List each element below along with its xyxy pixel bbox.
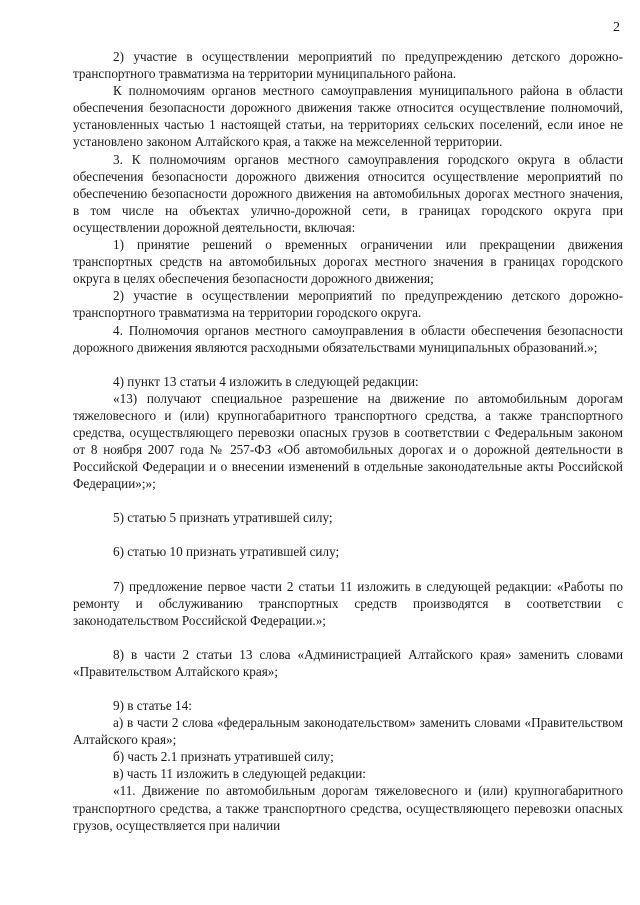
document-body (73, 48, 623, 834)
paragraph: 8) в части 2 статьи 13 слова «Администрацией Алтайского края» заменить словами «Правительством Алтайского края»; (73, 646, 623, 679)
paragraph: 7) предложение первое части 2 статьи 11 изложить в следующей редакции: «Работы по ремонту и обслуживанию транспортных средств производятся в соответствии с законодательством Российской Федерации.»; (73, 578, 623, 628)
paragraph: 1) принятие решений о временных ограничении или прекращении движения транспортных средств на автомобильных дорогах местного значения в границах городского округа в целях обеспечения безопасности дорожного движения; (73, 237, 623, 287)
paragraph: К полномочиям органов местного самоуправления муниципального района в области обеспечения безопасности дорожного движения также относится осуществление полномочий, установленных частью 1 настоящей статьи, на территориях сельских поселений, если иное не установлено законом Алтайского края, а также на межселенной территории. (73, 83, 623, 150)
paragraph: а) в части 2 слова «федеральным законодательством» заменить словами «Правительством Алтайского края»; (73, 715, 623, 748)
paragraph: 3. К полномочиям органов местного самоуправления городского округа в области обеспечения безопасности дорожного движения относится осуществление мероприятий по обеспечению безопасности дорожного движения на автомобильных дорогах местного значения, в том числе на объектах улично-дорожной сети, в границах городского округа при осуществлении дорожной деятельности, включая: (73, 151, 623, 235)
paragraph: 9) в статье 14: (113, 698, 192, 713)
paragraph: б) часть 2.1 признать утратившей силу; (113, 749, 334, 765)
paragraph: 2) участие в осуществлении мероприятий по предупреждению детского дорожно-транспортного травматизма на территории муниципального района. (73, 49, 623, 82)
paragraph: «13) получают специальное разрешение на движение по автомобильным дорогам тяжеловесного и (или) крупногабаритного транспортного средства, а также транспортного средства, осуществляющего перевозки опасных грузов в соответствии с Федеральным законом от 8 ноября 2007 года № 257-ФЗ «Об автомобильных дорогах и о дорожной деятельности в Российской Федерации и о внесении изменений в отдельные законодательные акты Российской Федерации»;»; (73, 390, 623, 492)
paragraph: «11. Движение по автомобильным дорогам тяжеловесного и (или) крупногабаритного транспортного средства, а также транспортного средства, осуществляющего перевозки опасных грузов, осуществляется при наличии (73, 783, 623, 833)
paragraph: 2) участие в осуществлении мероприятий по предупреждению детского дорожно-транспортного травматизма на территории городского округа. (73, 288, 623, 321)
paragraph: в) часть 11 изложить в следующей редакции: (113, 766, 366, 782)
page-number: 2 (613, 20, 620, 35)
paragraph: 6) статью 10 признать утратившей силу; (113, 544, 340, 560)
paragraph: 5) статью 5 признать утратившей силу; (113, 510, 333, 526)
paragraph: 4. Полномочия органов местного самоуправления в области обеспечения безопасности дорожного движения являются расходными обязательствами муниципальных образований.»; (73, 322, 623, 355)
paragraph: 4) пункт 13 статьи 4 изложить в следующей редакции: (113, 373, 419, 389)
